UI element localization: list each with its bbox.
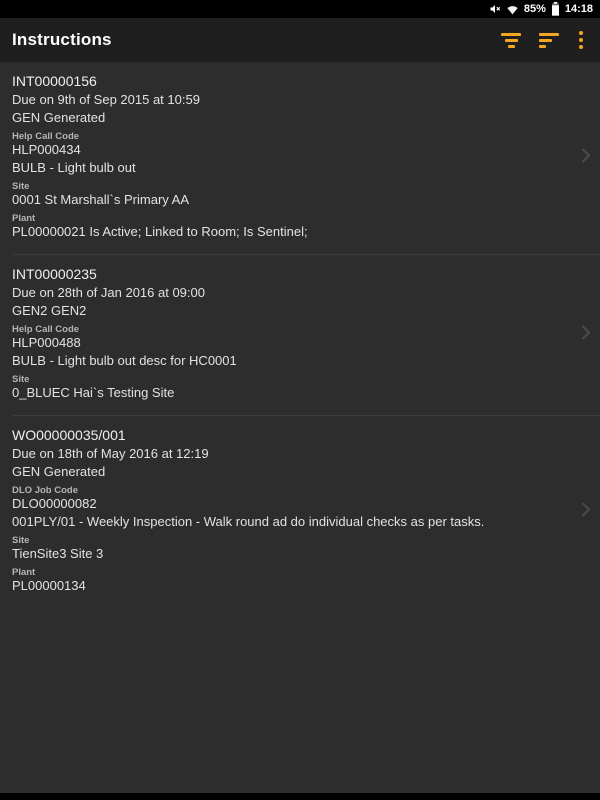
app-bar bbox=[0, 18, 600, 62]
site-field-value: TienSite3 Site 3 bbox=[12, 546, 104, 561]
battery-percent: 85% bbox=[523, 3, 546, 15]
description: 001PLY/01 - Weekly Inspection - Walk round ad do individual checks as per tasks. bbox=[12, 514, 485, 529]
overflow-menu-button[interactable] bbox=[568, 21, 594, 59]
plant-field-value: PL00000021 Is Active; Linked to Room; Is Sentinel; bbox=[12, 224, 308, 239]
instruction-code: INT00000156 bbox=[12, 73, 97, 89]
instruction-list bbox=[0, 62, 600, 608]
clock: 14:18 bbox=[564, 3, 593, 15]
code-field-label: DLO Job Code bbox=[12, 485, 78, 496]
due-date: Due on 9th of Sep 2015 at 10:59 bbox=[12, 92, 200, 107]
chevron-right-icon bbox=[580, 324, 591, 347]
generated-type: GEN Generated bbox=[12, 110, 106, 125]
code-field-label: Help Call Code bbox=[12, 131, 80, 142]
wifi-icon bbox=[506, 4, 519, 15]
site-field-label: Site bbox=[12, 535, 30, 546]
sort-button[interactable] bbox=[530, 21, 568, 59]
plant-field-label: Plant bbox=[12, 567, 36, 578]
code-field-value: HLP000434 bbox=[12, 142, 81, 157]
mute-icon bbox=[489, 3, 501, 15]
status-bar bbox=[0, 0, 600, 18]
page-title: Instructions bbox=[12, 30, 112, 49]
due-date: Due on 18th of May 2016 at 12:19 bbox=[12, 446, 209, 461]
battery-icon bbox=[551, 2, 560, 16]
due-date: Due on 28th of Jan 2016 at 09:00 bbox=[12, 285, 205, 300]
instruction-list-item[interactable] bbox=[0, 62, 600, 254]
code-field-label: Help Call Code bbox=[12, 324, 80, 335]
filter-button[interactable] bbox=[492, 21, 530, 59]
description: BULB - Light bulb out desc for HC0001 bbox=[12, 353, 237, 368]
description: BULB - Light bulb out bbox=[12, 160, 136, 175]
chevron-right-icon bbox=[580, 501, 591, 524]
site-field-value: 0001 St Marshall`s Primary AA bbox=[12, 192, 190, 207]
site-field-label: Site bbox=[12, 181, 30, 192]
generated-type: GEN2 GEN2 bbox=[12, 303, 87, 318]
sort-icon bbox=[539, 33, 559, 48]
code-field-value: HLP000488 bbox=[12, 335, 81, 350]
overflow-menu-icon bbox=[579, 31, 583, 49]
plant-field-value: PL00000134 bbox=[12, 578, 86, 593]
instruction-code: WO00000035/001 bbox=[12, 427, 126, 443]
instruction-list-item[interactable] bbox=[0, 416, 600, 608]
filter-icon bbox=[501, 33, 521, 48]
instruction-list-item[interactable] bbox=[0, 255, 600, 415]
code-field-value: DLO00000082 bbox=[12, 496, 97, 511]
instruction-code: INT00000235 bbox=[12, 266, 97, 282]
bottom-bar bbox=[0, 793, 600, 800]
site-field-value: 0_BLUEC Hai`s Testing Site bbox=[12, 385, 175, 400]
site-field-label: Site bbox=[12, 374, 30, 385]
generated-type: GEN Generated bbox=[12, 464, 106, 479]
plant-field-label: Plant bbox=[12, 213, 36, 224]
chevron-right-icon bbox=[580, 147, 591, 170]
